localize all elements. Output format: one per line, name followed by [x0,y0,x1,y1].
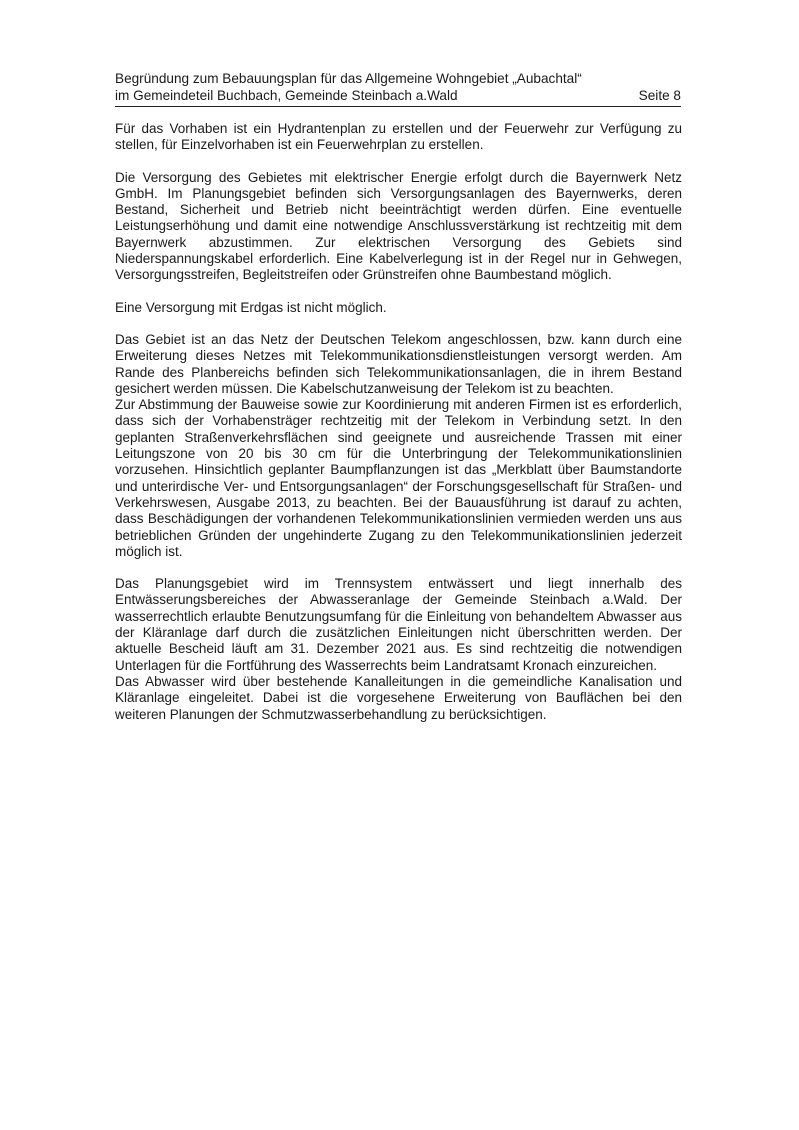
header-subtitle: im Gemeindeteil Buchbach, Gemeinde Steinbach a.Wald [115,88,458,103]
paragraph-telekom: Das Gebiet ist an das Netz der Deutschen Telekom angeschlossen, bzw. kann durch eine Erweiterung dieses Netzes mit Telekommunikationsdienstleistungen versorgt werden. Am Rande des Planbereichs befinden sich Telekommunikationsanlagen, die in ihrem Bestand gesichert werden müssen. Die Kabelschutzanweisung der Telekom ist zu beachten. [115,331,682,396]
paragraph-telekom-coordination: Zur Abstimmung der Bauweise sowie zur Koordinierung mit anderen Firmen ist es erforderlich, dass sich der Vorhabensträger rechtzeitig mit der Telekom in Verbindung setzt. In den geplanten Straßenverkehrsflächen sind geeignete und ausreichende Trassen mit einer Leitungszone von 20 bis 30 cm für die Unterbringung der Telekommunikationslinien vorzusehen. Hinsichtlich geplanter Baumpflanzungen ist das „Merkblatt über Baumstandorte und unterirdische Ver- und Entsorgungsanlagen“ der Forschungsgesellschaft für Straßen- und Verkehrswesen, Ausgabe 2013, zu beachten. Bei der Bauausführung ist darauf zu achten, dass Beschädigungen der vorhandenen Telekommunikationslinien vermieden werden uns aus betrieblichen Gründen der ungehinderte Zugang zu den Telekommunikationslinien jederzeit möglich ist. [115,397,682,559]
header-title-line [115,70,681,87]
page-number: Seite 8 [638,88,681,103]
paragraph-hydrant: Für das Vorhaben ist ein Hydrantenplan zu erstellen und der Feuerwehr zur Verfügung zu stellen, für Einzelvorhaben ist ein Feuerwehrplan zu erstellen. [115,121,682,153]
paragraph-wastewater: Das Abwasser wird über bestehende Kanalleitungen in die gemeindliche Kanalisation und Kläranlage eingeleitet. Dabei ist die vorgesehene Erweiterung von Bauflächen bei den weiteren Planungen der Schmutzwasserbehandlung zu berücksichtigen. [115,673,682,722]
paragraph-electricity: Die Versorgung des Gebietes mit elektrischer Energie erfolgt durch die Bayernwerk Netz GmbH. Im Planungsgebiet befinden sich Versorgungsanlagen des Bayernwerks, deren Bestand, Sicherheit und Betrieb nicht beeinträchtigt werden dürfen. Eine eventuelle Leistungserhöhung und damit eine notwendige Anschlussverstärkung ist rechtzeitig mit dem Bayernwerk abzustimmen. Zur elektrischen Versorgung des Gebiets sind Niederspannungskabel erforderlich. Eine Kabelverlegung ist in der Regel nur in Gehwegen, Versorgungsstreifen, Begleitstreifen oder Grünstreifen ohne Baumbestand möglich. [115,169,682,283]
paragraph-gas: Eine Versorgung mit Erdgas ist nicht möglich. [115,299,387,315]
paragraph-drainage: Das Planungsgebiet wird im Trennsystem entwässert und liegt innerhalb des Entwässerungsbereiches der Abwasseranlage der Gemeinde Steinbach a.Wald. Der wasserrechtlich erlaubte Benutzungsumfang für die Einleitung von behandeltem Abwasser aus der Kläranlage darf durch die zusätzlichen Einleitungen nicht überschritten werden. Der aktuelle Bescheid läuft am 31. Dezember 2021 aus. Es sind rechtzeitig die notwendigen Unterlagen für die Fortführung des Wasserrechts beim Landratsamt Kronach einzureichen. [115,576,682,673]
header-subtitle-line [115,87,681,104]
header-title: Begründung zum Bebauungsplan für das Allgemeine Wohngebiet „Aubachtal“ [115,71,582,86]
page-header [115,70,681,104]
header-divider [115,106,681,107]
body-text [115,121,682,739]
